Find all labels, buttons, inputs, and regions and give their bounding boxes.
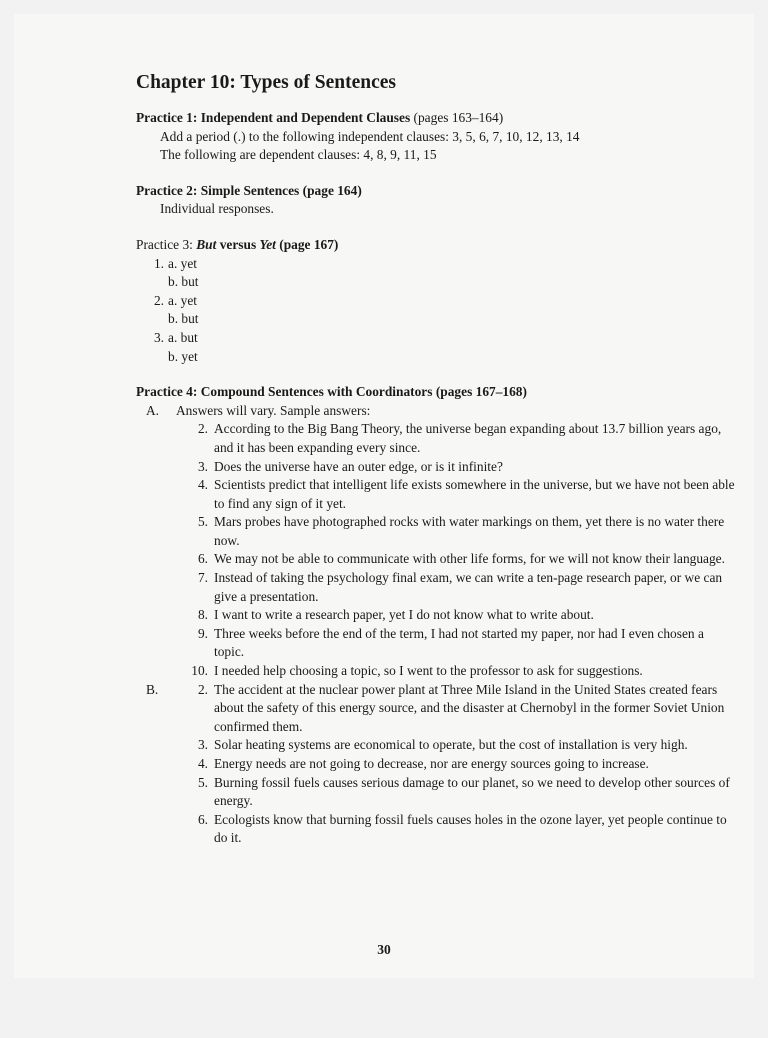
item-text: Three weeks before the end of the term, I had not started my paper, nor had I even chosen a topic. — [214, 625, 704, 660]
item-text: Energy needs are not going to decrease, nor are energy sources going to increase. — [214, 756, 649, 771]
item-text: Instead of taking the psychology final exam, we can write a ten-page research paper, or we can give a presentation. — [214, 570, 723, 604]
list-item — [136, 811, 736, 848]
item-text: Scientists predict that intelligent life exists somewhere in the universe, but we have not been able to find any sign of it yet. — [214, 477, 735, 511]
item-answer: b. but — [168, 274, 199, 290]
practice-pages: (pages 163–164) — [413, 110, 504, 125]
practice-label: Practice 3: — [136, 236, 193, 252]
item-number: 7. — [197, 570, 208, 586]
item-number: 3. — [197, 737, 208, 753]
item-number: 1. — [153, 255, 164, 271]
practice-title-italic: But — [196, 236, 217, 252]
item-number: 4. — [197, 756, 208, 771]
practice-label: Practice 1: — [136, 110, 198, 125]
practice-2 — [136, 182, 736, 219]
item-text: Does the universe have an outer edge, or is it infinite? — [214, 458, 503, 474]
item-number: 5. — [197, 774, 208, 790]
item-text: I needed help choosing a topic, so I went to the professor to ask for suggestions. — [214, 663, 643, 679]
item-number: 6. — [197, 551, 208, 567]
page-content — [136, 71, 736, 865]
list-item — [136, 681, 736, 737]
practice-2-heading — [136, 182, 736, 201]
list-item — [136, 755, 736, 774]
practice-1-heading — [136, 109, 736, 128]
item-number: 2. — [197, 681, 208, 697]
practice-4-heading — [136, 383, 736, 402]
list-item — [136, 292, 736, 311]
page-number: 30 — [377, 942, 391, 957]
item-text: The accident at the nuclear power plant at Three Mile Island in the United States created fears about the safety of this energy source, and the disaster at Chernobyl in the former Soviet Union confirmed them. — [214, 681, 725, 734]
practice-title: versus — [219, 236, 257, 252]
item-number: 4. — [197, 477, 208, 493]
item-number: 3. — [197, 458, 208, 474]
item-text: Ecologists know that burning fossil fuels causes holes in the ozone layer, yet people continue to do it. — [214, 811, 727, 846]
item-answer: a. but — [168, 329, 198, 345]
document-page — [14, 14, 754, 978]
item-answer: b. yet — [168, 348, 198, 364]
practice-3-heading — [136, 236, 736, 255]
list-item — [136, 329, 736, 348]
item-text: Burning fossil fuels causes serious damage to our planet, so we need to develop other sources of energy. — [214, 774, 730, 809]
section-label: A. — [146, 402, 160, 418]
practice-title: Independent and Dependent Clauses — [200, 110, 411, 125]
list-item — [136, 774, 736, 811]
list-item — [136, 569, 736, 606]
item-number: 3. — [153, 329, 164, 345]
item-number: 6. — [197, 811, 208, 827]
practice-1 — [136, 109, 736, 165]
item-number: 9. — [197, 625, 208, 641]
item-answer: b. but — [168, 311, 199, 327]
list-item — [136, 625, 736, 662]
section-b-list — [136, 681, 736, 848]
item-text: We may not be able to communicate with other life forms, for we will not know their language. — [214, 551, 725, 567]
section-label: B. — [146, 681, 159, 697]
practice-title-italic: Yet — [259, 236, 276, 252]
list-item — [136, 255, 736, 274]
practice-1-line: Add a period (.) to the following independent clauses: 3, 5, 6, 7, 10, 12, 13, 14 — [160, 128, 580, 144]
list-item — [136, 458, 736, 477]
section-intro: Answers will vary. Sample answers: — [176, 402, 371, 418]
practice-1-line: The following are dependent clauses: 4, 8, 9, 11, 15 — [160, 147, 437, 163]
practice-pages: (page 167) — [279, 236, 339, 252]
section-a-list — [136, 420, 736, 680]
list-item — [136, 736, 736, 755]
practice-pages: (page 164) — [302, 182, 362, 198]
practice-label: Practice 4: — [136, 384, 198, 400]
practice-label: Practice 2: — [136, 182, 198, 198]
list-item — [136, 662, 736, 681]
practice-pages: (pages 167–168) — [435, 384, 527, 400]
practice-3 — [136, 236, 736, 366]
practice-title: Simple Sentences — [200, 182, 300, 198]
practice-title: Compound Sentences with Coordinators — [200, 384, 433, 400]
item-number: 8. — [197, 607, 208, 623]
chapter-title: Chapter 10: Types of Sentences — [136, 72, 396, 93]
item-text: Solar heating systems are economical to operate, but the cost of installation is very high. — [214, 737, 688, 753]
practice-4 — [136, 383, 736, 848]
item-answer: a. yet — [168, 255, 197, 271]
list-item — [136, 420, 736, 457]
item-number: 5. — [197, 514, 208, 530]
item-answer: a. yet — [168, 292, 197, 308]
item-text: According to the Big Bang Theory, the universe began expanding about 13.7 billion years ago, and it has been expanding every since. — [214, 421, 722, 455]
item-number: 2. — [197, 421, 208, 437]
list-item — [136, 550, 736, 569]
item-number: 2. — [153, 292, 164, 308]
item-text: Mars probes have photographed rocks with water markings on them, yet there is no water there now. — [214, 514, 725, 548]
list-item — [136, 513, 736, 550]
item-text: I want to write a research paper, yet I do not know what to write about. — [214, 607, 594, 623]
list-item — [136, 476, 736, 513]
section-a-intro — [136, 402, 736, 421]
practice-2-line: Individual responses. — [160, 201, 274, 217]
list-item — [136, 606, 736, 625]
item-number: 10. — [191, 663, 208, 679]
